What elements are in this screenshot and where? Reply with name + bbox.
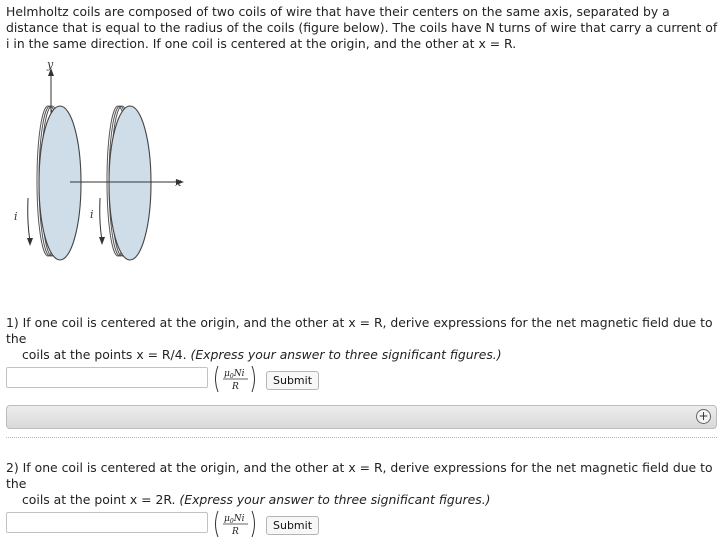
units-1-numerator: Ni [233,369,245,379]
section-divider [6,437,717,438]
x-axis-label: x [175,176,182,189]
current-arrow-2 [100,198,102,240]
coil-2 [107,106,151,260]
question-2-continuation: coils at the point x = 2R. [22,492,176,507]
question-2-instruction: (Express your answer to three significant figures.) [179,492,491,507]
problem-intro: Helmholtz coils are composed of two coils of wire that have their centers on the same axis, separated by a distance that is equal to the radius of the coils (figure below). The coils have N turns of wire that carry a current of i in the same direction. If one coil is centered at the origin, and the other at x = R. [6,4,718,51]
units-1-denominator: R [232,382,239,392]
answer-1-input[interactable] [6,367,208,388]
units-1-mu-sub: 0 [229,373,234,380]
units-2-denominator: R [232,527,239,537]
question-2 [6,460,718,508]
question-2-text: 2) If one coil is centered at the origin, and the other at x = R, derive expressions for the net magnetic field due to the [6,460,713,491]
units-1-label [212,364,258,394]
current-arrow-1 [28,198,30,241]
units-2-label [212,509,258,539]
units-2-mu: μ [224,514,230,524]
question-1-text: 1) If one coil is centered at the origin, and the other at x = R, derive expressions for the net magnetic field due to the [6,315,713,346]
question-1-continuation: coils at the points x = R/4. [22,347,187,362]
coil-1 [37,106,81,260]
svg-text:μ0Ni [224,369,245,380]
question-1-instruction: (Express your answer to three significant figures.) [190,347,502,362]
expand-plus-icon[interactable]: + [696,409,711,424]
units-2-mu-sub: 0 [229,518,234,525]
submit-2-button[interactable]: Submit [266,516,319,535]
units-2-numerator: Ni [233,514,245,524]
answer-2-input[interactable] [6,512,208,533]
submit-1-button[interactable]: Submit [266,371,319,390]
feedback-bar [6,405,717,429]
coil-2-face [109,106,151,260]
y-axis-label: y [47,58,54,71]
units-1-mu: μ [224,369,230,379]
svg-text:μ0Ni [224,514,245,525]
question-1 [6,315,718,363]
current-label-1: i [14,210,18,223]
helmholtz-coils-figure [4,58,204,268]
current-label-2: i [90,208,94,221]
coil-1-face [39,106,81,260]
